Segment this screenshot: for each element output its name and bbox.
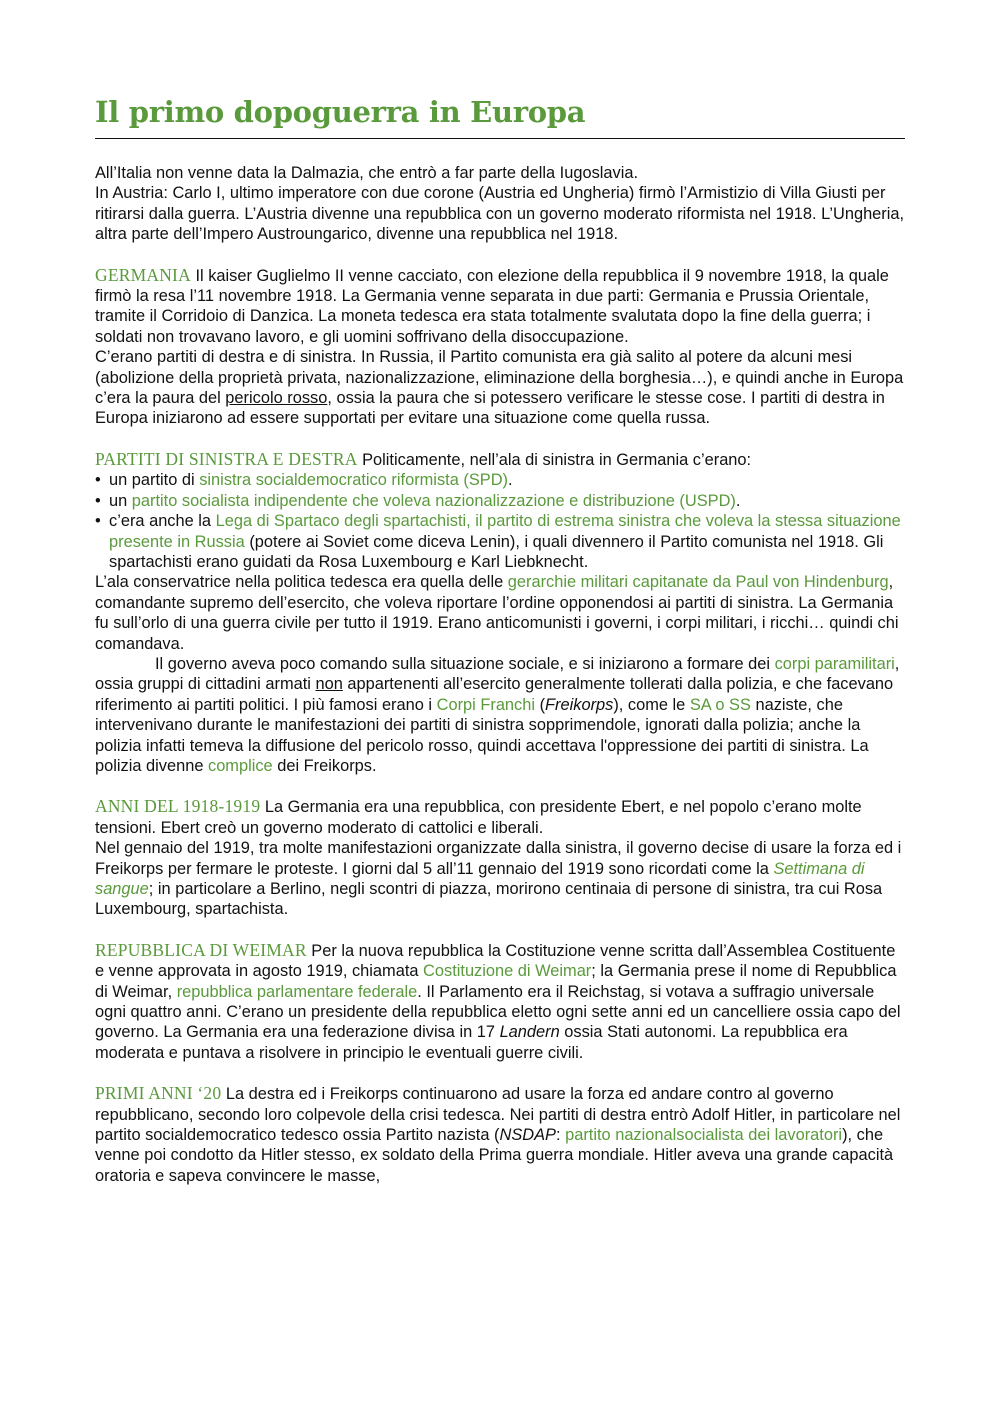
page-title: Il primo dopoguerra in Europa	[95, 95, 586, 129]
section-heading-weimar: REPUBBLICA DI WEIMAR	[95, 939, 307, 960]
document-body	[95, 163, 905, 1186]
section-heading-partiti: PARTITI DI SINISTRA E DESTRA	[95, 448, 358, 469]
section-heading-anni: ANNI DEL 1918-1919	[95, 796, 261, 817]
primi-anni-paragraph: PRIMI ANNI ‘20 La destra ed i Freikorps continuarono ad usare la forza ed andare contro al governo repubblicano, secondo loro colpevole della crisi tedesca. Nei partiti di destra entrò Adolf Hitler, in particolare nel partito socialdemocratico tedesco ossia Partito nazista (NSDAP: partito nazionalsocialista dei lavoratori), che venne poi condotto da Hitler stesso, ex soldato della Prima guerra mondiale. Hitler aveva una grande capacità oratoria e sapeva convincere le masse,	[95, 1083, 901, 1185]
list-item: • un partito socialista indipendente che voleva nazionalizzazione e distribuzione (USPD).	[95, 491, 905, 511]
document-page	[95, 92, 905, 1186]
ala-conservatrice-paragraph: L’ala conservatrice nella politica tedesca era quella delle gerarchie militari capitanate da Paul von Hindenburg, comandante supremo dell’esercito, che voleva riportare l’ordine opponendosi ai partiti di sinistra. La Germania fu sull’orlo di una guerra civile per tutto il 1919. Erano anticomunisti i governi, i corpi militari, i ricchi… quindi chi comandava.	[95, 573, 899, 653]
germania-paragraph: GERMANIA Il kaiser Guglielmo II venne cacciato, con elezione della repubblica il 9 novembre 1918, la quale firmò la resa l’11 novembre 1918. La Germania venne separata in due parti: Germania e Prussia Orientale, tramite il Corridoio di Danzica. La moneta tedesca era stata totalmente svalutata dopo la fine della guerra; i soldati non trovavano lavoro, e gli uomini soffrivano della disoccupazione.	[95, 264, 889, 346]
list-item: • c’era anche la Lega di Spartaco degli spartachisti, il partito di estrema sinistra che voleva la stessa situazione presente in Russia (potere ai Soviet come diceva Lenin), i quali divennero il Partito comunista nel 1918. Gli spartachisti erano guidati da Rosa Luxembourg e Karl Liebknecht.	[95, 511, 905, 572]
pericolo-rosso-paragraph: C’erano partiti di destra e di sinistra. In Russia, il Partito comunista era già salito al potere da alcuni mesi (abolizione della proprietà privata, nazionalizzazione, eliminazione della borghesia…), e quindi anche in Europa c’era la paura del pericolo rosso, ossia la paura che si potessero verificare le stesse cose. I partiti di destra in Europa iniziarono ad essere supportati per evitare una situazione come quella russa.	[95, 348, 904, 428]
list-item: • un partito di sinistra socialdemocratico riformista (SPD).	[95, 470, 905, 490]
partiti-list	[95, 470, 905, 572]
weimar-paragraph: REPUBBLICA DI WEIMAR Per la nuova repubblica la Costituzione venne scritta dall’Assemblea Costituente e venne approvata in agosto 1919, chiamata Costituzione di Weimar; la Germania prese il nome di Repubblica di Weimar, repubblica parlamentare federale. Il Parlamento era il Reichstag, si votava a suffragio universale ogni quattro anni. C’erano un presidente della repubblica eletto ogni sette anni ed un cancelliere ossia capo del governo. La Germania era una federazione divisa in 17 Landern ossia Stati autonomi. La repubblica era moderata e puntava a risolvere in principio le eventuali guerre civili.	[95, 939, 901, 1062]
section-heading-primi-anni: PRIMI ANNI ‘20	[95, 1083, 222, 1104]
title-divider	[95, 138, 905, 139]
intro-paragraph-1: All’Italia non venne data la Dalmazia, che entrò a far parte della Iugoslavia.	[95, 164, 639, 182]
corpi-paramilitari-paragraph: Il governo aveva poco comando sulla situazione sociale, e si iniziarono a formare dei corpi paramilitari, ossia gruppi di cittadini armati non appartenenti all’esercito generalmente tollerati dalla polizia, e che facevano riferimento ai partiti politici. I più famosi erano i Corpi Franchi (Freikorps), come le SA o SS naziste, che intervenivano durante le manifestazioni dei partiti di sinistra sopprimendole, ignorati dalla polizia; anche la polizia infatti temeva la diffusione del pericolo rosso, quindi accettava l'oppressione dei partiti di sinistra. La polizia divenne complice dei Freikorps.	[95, 654, 900, 775]
anni-paragraph-2: Nel gennaio del 1919, tra molte manifestazioni organizzate dalla sinistra, il governo decise di usare la forza ed i Freikorps per fermare le proteste. I giorni dal 5 all’11 gennaio del 1919 sono ricordati come la Settimana di sangue; in particolare a Berlino, negli scontri di piazza, morirono centinaia di persone di sinistra, tra cui Rosa Luxembourg, spartachista.	[95, 839, 902, 919]
anni-paragraph-1: ANNI DEL 1918-1919 La Germania era una repubblica, con presidente Ebert, e nel popolo c’erano molte tensioni. Ebert creò un governo moderato di cattolici e liberali.	[95, 796, 862, 837]
section-heading-germania: GERMANIA	[95, 264, 191, 285]
partiti-intro: PARTITI DI SINISTRA E DESTRA Politicamente, nell’ala di sinistra in Germania c’erano:	[95, 448, 752, 469]
intro-paragraph-2: In Austria: Carlo I, ultimo imperatore con due corone (Austria ed Ungheria) firmò l’Armistizio di Villa Giusti per ritirarsi dalla guerra. L’Austria divenne una repubblica con un governo moderato riformista nel 1918. L’Ungheria, altra parte dell’Impero Austroungarico, divenne una repubblica nel 1918.	[95, 184, 905, 244]
